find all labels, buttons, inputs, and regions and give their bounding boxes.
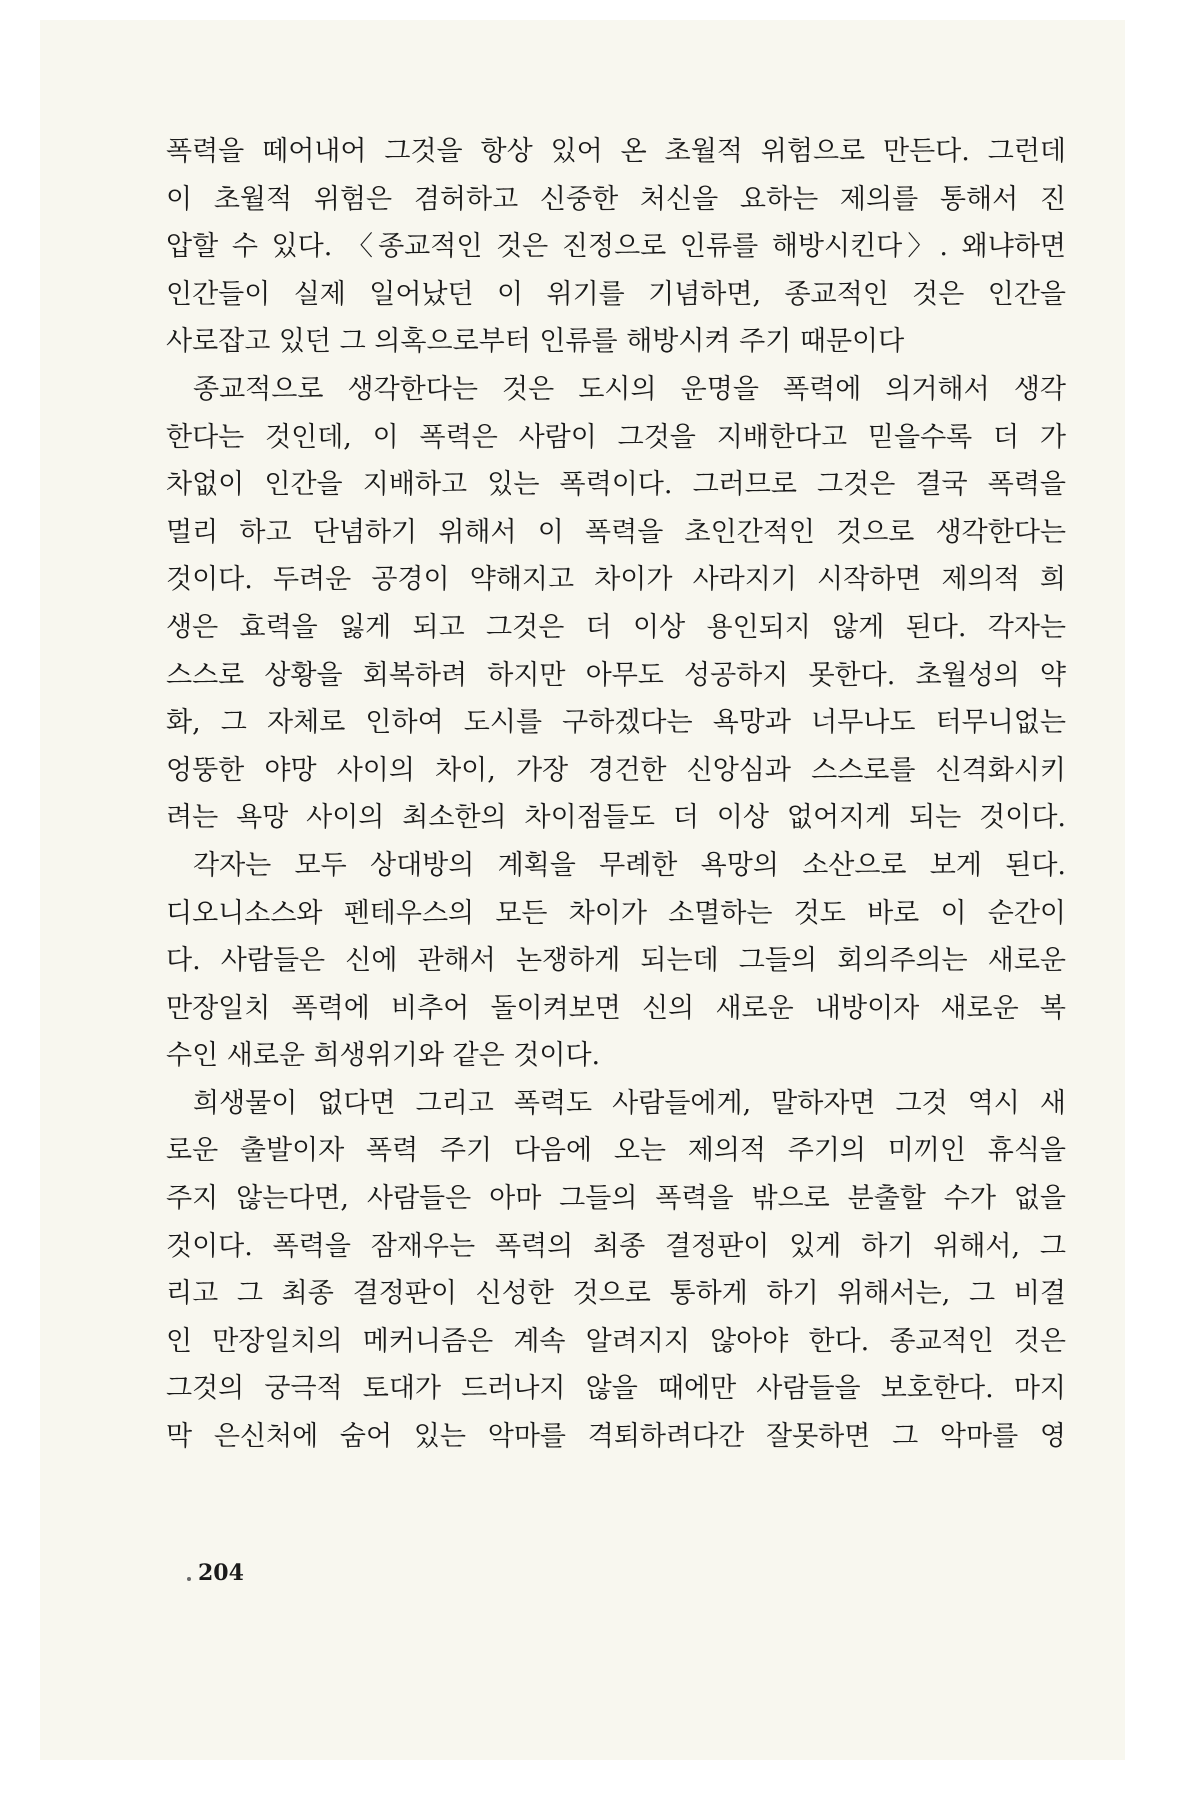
text-line: 그것의 궁극적 토대가 드러나지 않을 때에만 사람들을 보호한다. 마지 [166, 1373, 1066, 1405]
paragraph-4 [166, 1080, 1066, 1461]
text-line: 각자는 모두 상대방의 계획을 무례한 욕망의 소산으로 보게 된다. [193, 849, 1066, 881]
body-text [166, 128, 1066, 1461]
text-line: 생은 효력을 잃게 되고 그것은 더 이상 용인되지 않게 된다. 각자는 [166, 611, 1066, 643]
text-line: 종교적으로 생각한다는 것은 도시의 운명을 폭력에 의거해서 생각 [193, 373, 1066, 405]
text-line: 것이다. 폭력을 잠재우는 폭력의 최종 결정판이 있게 하기 위해서, 그 [166, 1230, 1066, 1262]
text-line: 디오니소스와 펜테우스의 모든 차이가 소멸하는 것도 바로 이 순간이 [166, 897, 1066, 929]
text-line: 수인 새로운 희생위기와 같은 것이다. [166, 1040, 601, 1072]
text-line: 로운 출발이자 폭력 주기 다음에 오는 제의적 주기의 미끼인 휴식을 [166, 1135, 1066, 1167]
page-number-dot [187, 1577, 191, 1581]
text-line: 주지 않는다면, 사람들은 아마 그들의 폭력을 밖으로 분출할 수가 없을 [166, 1183, 1066, 1215]
text-line: 폭력을 떼어내어 그것을 항상 있어 온 초월적 위험으로 만든다. 그런데 [166, 136, 1066, 167]
text-line: 압할 수 있다. 〈종교적인 것은 진정으로 인류를 해방시킨다〉. 왜냐하면 [166, 231, 1066, 263]
text-line: 다. 사람들은 신에 관해서 논쟁하게 되는데 그들의 회의주의는 새로운 [166, 945, 1066, 977]
text-line: 인간들이 실제 일어났던 이 위기를 기념하면, 종교적인 것은 인간을 [166, 278, 1066, 310]
text-line: 엉뚱한 야망 사이의 차이, 가장 경건한 신앙심과 스스로를 신격화시키 [166, 754, 1066, 786]
text-line: 스스로 상황을 회복하려 하지만 아무도 성공하지 못한다. 초월성의 약 [166, 659, 1066, 691]
text-line: 이 초월적 위험은 겸허하고 신중한 처신을 요하는 제의를 통해서 진 [166, 183, 1066, 215]
paragraph-1 [166, 128, 1066, 366]
text-line: 인 만장일치의 메커니즘은 계속 알려지지 않아야 한다. 종교적인 것은 [166, 1325, 1066, 1357]
text-line: 막 은신처에 숨어 있는 악마를 격퇴하려다간 잘못하면 그 악마를 영 [166, 1421, 1066, 1453]
text-line: 리고 그 최종 결정판이 신성한 것으로 통하게 하기 위해서는, 그 비결 [166, 1278, 1066, 1310]
page-number: 204 [198, 1560, 244, 1586]
text-line: 한다는 것인데, 이 폭력은 사람이 그것을 지배한다고 믿을수록 더 가 [166, 421, 1066, 453]
text-line: 멀리 하고 단념하기 위해서 이 폭력을 초인간적인 것으로 생각한다는 [166, 516, 1066, 548]
text-line: 만장일치 폭력에 비추어 돌이켜보면 신의 새로운 내방이자 새로운 복 [166, 992, 1066, 1024]
text-line: 것이다. 두려운 공경이 약해지고 차이가 사라지기 시작하면 제의적 희 [166, 564, 1066, 596]
text-line: 차없이 인간을 지배하고 있는 폭력이다. 그러므로 그것은 결국 폭력을 [166, 469, 1066, 501]
text-line: 희생물이 없다면 그리고 폭력도 사람들에게, 말하자면 그것 역시 새 [193, 1087, 1066, 1119]
text-line: 사로잡고 있던 그 의혹으로부터 인류를 해방시켜 주기 때문이다 [166, 326, 905, 358]
text-line: 화, 그 자체로 인하여 도시를 구하겠다는 욕망과 너무나도 터무니없는 [166, 707, 1066, 739]
paragraph-2 [166, 366, 1066, 842]
text-line: 려는 욕망 사이의 최소한의 차이점들도 더 이상 없어지게 되는 것이다. [166, 802, 1066, 834]
paragraph-3 [166, 842, 1066, 1080]
